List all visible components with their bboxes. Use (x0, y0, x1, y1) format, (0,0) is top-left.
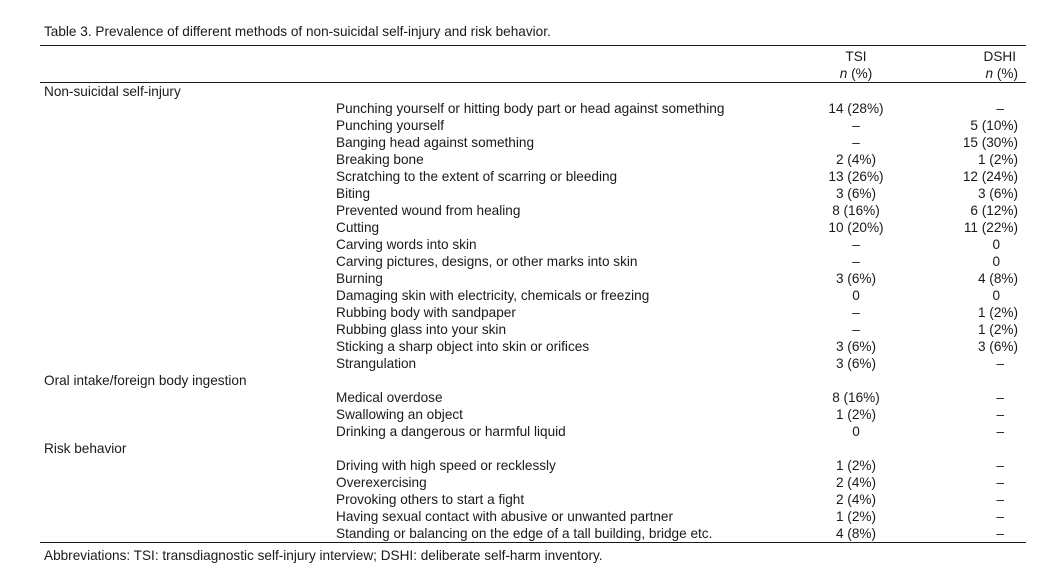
dshi-value: 11 (22%) (963, 220, 1018, 235)
table-row (40, 321, 1026, 338)
table-row (40, 474, 1026, 491)
header-tsi: TSI (845, 49, 867, 64)
tsi-value: – (852, 322, 860, 337)
tsi-value: 0 (852, 288, 860, 303)
indent-cell (40, 423, 336, 440)
prevalence-table-body (40, 83, 1026, 542)
dshi-value: – (996, 356, 1004, 371)
dshi-value: 0 (992, 237, 1000, 252)
indent-cell (40, 185, 336, 202)
header-tsi-sub (768, 65, 908, 82)
header-dshi-pct: (%) (993, 66, 1018, 81)
method-label: Swallowing an object (336, 407, 463, 422)
section-header-row (40, 372, 1026, 389)
table-row (40, 389, 1026, 406)
prevalence-table (40, 46, 1026, 82)
table-row (40, 423, 1026, 440)
indent-cell (40, 168, 336, 185)
tsi-value: 3 (6%) (835, 186, 877, 201)
tsi-value: 3 (6%) (835, 339, 877, 354)
tsi-value: 1 (2%) (835, 509, 877, 524)
tsi-value: – (852, 305, 860, 320)
table-row (40, 355, 1026, 372)
method-label: Cutting (336, 220, 380, 235)
method-label: Carving pictures, designs, or other marks into skin (336, 254, 638, 269)
method-label: Breaking bone (336, 152, 424, 167)
table-row (40, 287, 1026, 304)
dshi-value: 12 (24%) (962, 169, 1018, 184)
dshi-value: – (996, 492, 1004, 507)
method-label: Rubbing body with sandpaper (336, 305, 516, 320)
tsi-value: 14 (28%) (828, 101, 884, 116)
method-label: Having sexual contact with abusive or unwanted partner (336, 509, 674, 524)
indent-cell (40, 270, 336, 287)
indent-cell (40, 117, 336, 134)
header-dshi-n: n (985, 66, 994, 81)
method-label: Standing or balancing on the edge of a tall building, bridge etc. (336, 526, 713, 541)
dshi-value: 6 (12%) (970, 203, 1018, 218)
table-footnote: Abbreviations: TSI: transdiagnostic self-injury interview; DSHI: deliberate self-harm inventory. (44, 548, 603, 563)
tsi-value: – (852, 135, 860, 150)
method-label: Overexercising (336, 475, 427, 490)
section-header-row (40, 440, 1026, 457)
tsi-value: 3 (6%) (835, 356, 877, 371)
table-row (40, 304, 1026, 321)
method-label: Punching yourself (336, 118, 445, 133)
indent-cell (40, 202, 336, 219)
table-row (40, 151, 1026, 168)
table-row (40, 508, 1026, 525)
tsi-value: 1 (2%) (835, 458, 877, 473)
dshi-value: 1 (2%) (977, 305, 1018, 320)
dshi-value: – (996, 424, 1004, 439)
header-row-2 (40, 65, 1026, 82)
dshi-value: – (996, 101, 1004, 116)
tsi-value: 2 (4%) (835, 152, 877, 167)
tsi-value: 10 (20%) (828, 220, 884, 235)
section-header-row (40, 83, 1026, 100)
table-row (40, 457, 1026, 474)
indent-cell (40, 321, 336, 338)
table-row (40, 491, 1026, 508)
section-label: Non-suicidal self-injury (44, 84, 181, 99)
section-label: Oral intake/foreign body ingestion (44, 373, 247, 388)
indent-cell (40, 525, 336, 542)
indent-cell (40, 151, 336, 168)
indent-cell (40, 253, 336, 270)
table-row (40, 100, 1026, 117)
table-row (40, 117, 1026, 134)
method-label: Biting (336, 186, 371, 201)
indent-cell (40, 457, 336, 474)
table-row (40, 406, 1026, 423)
header-dshi: DSHI (983, 49, 1016, 64)
tsi-value: 0 (852, 424, 860, 439)
method-label: Medical overdose (336, 390, 443, 405)
tsi-value: 8 (16%) (832, 203, 880, 218)
dshi-value: – (996, 526, 1004, 541)
dshi-value: – (996, 509, 1004, 524)
dshi-value: 3 (6%) (977, 186, 1018, 201)
tsi-value: – (852, 254, 860, 269)
method-label: Banging head against something (336, 135, 535, 150)
dshi-value: 1 (2%) (977, 152, 1018, 167)
dshi-value: 3 (6%) (977, 339, 1018, 354)
indent-cell (40, 474, 336, 491)
dshi-value: – (996, 407, 1004, 422)
method-label: Prevented wound from healing (336, 203, 521, 218)
method-label: Sticking a sharp object into skin or orifices (336, 339, 590, 354)
method-label: Provoking others to start a fight (336, 492, 525, 507)
bottom-rule (40, 542, 1026, 543)
indent-cell (40, 100, 336, 117)
table-row (40, 202, 1026, 219)
tsi-value: – (852, 118, 860, 133)
dshi-value: 0 (992, 288, 1000, 303)
indent-cell (40, 508, 336, 525)
table-row (40, 168, 1026, 185)
table-row (40, 525, 1026, 542)
table-row (40, 270, 1026, 287)
tsi-value: 1 (2%) (835, 407, 877, 422)
dshi-value: – (996, 475, 1004, 490)
table-row (40, 338, 1026, 355)
dshi-value: 1 (2%) (977, 322, 1018, 337)
indent-cell (40, 236, 336, 253)
method-label: Rubbing glass into your skin (336, 322, 507, 337)
dshi-value: 5 (10%) (970, 118, 1018, 133)
method-label: Punching yourself or hitting body part or head against something (336, 101, 725, 116)
tsi-value: 3 (6%) (835, 271, 877, 286)
table-row (40, 134, 1026, 151)
header-row-1 (40, 46, 1026, 65)
tsi-value: 2 (4%) (835, 475, 877, 490)
tsi-value: 2 (4%) (835, 492, 877, 507)
method-label: Scratching to the extent of scarring or bleeding (336, 169, 618, 184)
table-container (40, 22, 1026, 566)
tsi-value: 8 (16%) (832, 390, 880, 405)
tsi-value: 13 (26%) (828, 169, 884, 184)
dshi-value: – (996, 390, 1004, 405)
header-dshi-sub (908, 65, 1026, 82)
method-label: Drinking a dangerous or harmful liquid (336, 424, 566, 439)
dshi-value: 15 (30%) (962, 135, 1018, 150)
table-row (40, 253, 1026, 270)
indent-cell (40, 389, 336, 406)
table-row (40, 236, 1026, 253)
indent-cell (40, 287, 336, 304)
indent-cell (40, 491, 336, 508)
dshi-value: 4 (8%) (977, 271, 1018, 286)
table-row (40, 219, 1026, 236)
tsi-value: – (852, 237, 860, 252)
dshi-value: – (996, 458, 1004, 473)
header-tsi-n: n (839, 66, 848, 81)
indent-cell (40, 134, 336, 151)
indent-cell (40, 406, 336, 423)
table-row (40, 185, 1026, 202)
indent-cell (40, 219, 336, 236)
tsi-value: 4 (8%) (835, 526, 877, 541)
indent-cell (40, 338, 336, 355)
method-label: Carving words into skin (336, 237, 477, 252)
method-label: Strangulation (336, 356, 417, 371)
method-label: Damaging skin with electricity, chemicals or freezing (336, 288, 650, 303)
table-caption: Table 3. Prevalence of different methods of non-suicidal self-injury and risk behavior. (44, 24, 551, 39)
indent-cell (40, 304, 336, 321)
method-label: Burning (336, 271, 383, 286)
header-tsi-pct: (%) (847, 66, 873, 81)
dshi-value: 0 (992, 254, 1000, 269)
method-label: Driving with high speed or recklessly (336, 458, 556, 473)
table-body (40, 83, 1026, 542)
indent-cell (40, 355, 336, 372)
section-label: Risk behavior (44, 441, 127, 456)
